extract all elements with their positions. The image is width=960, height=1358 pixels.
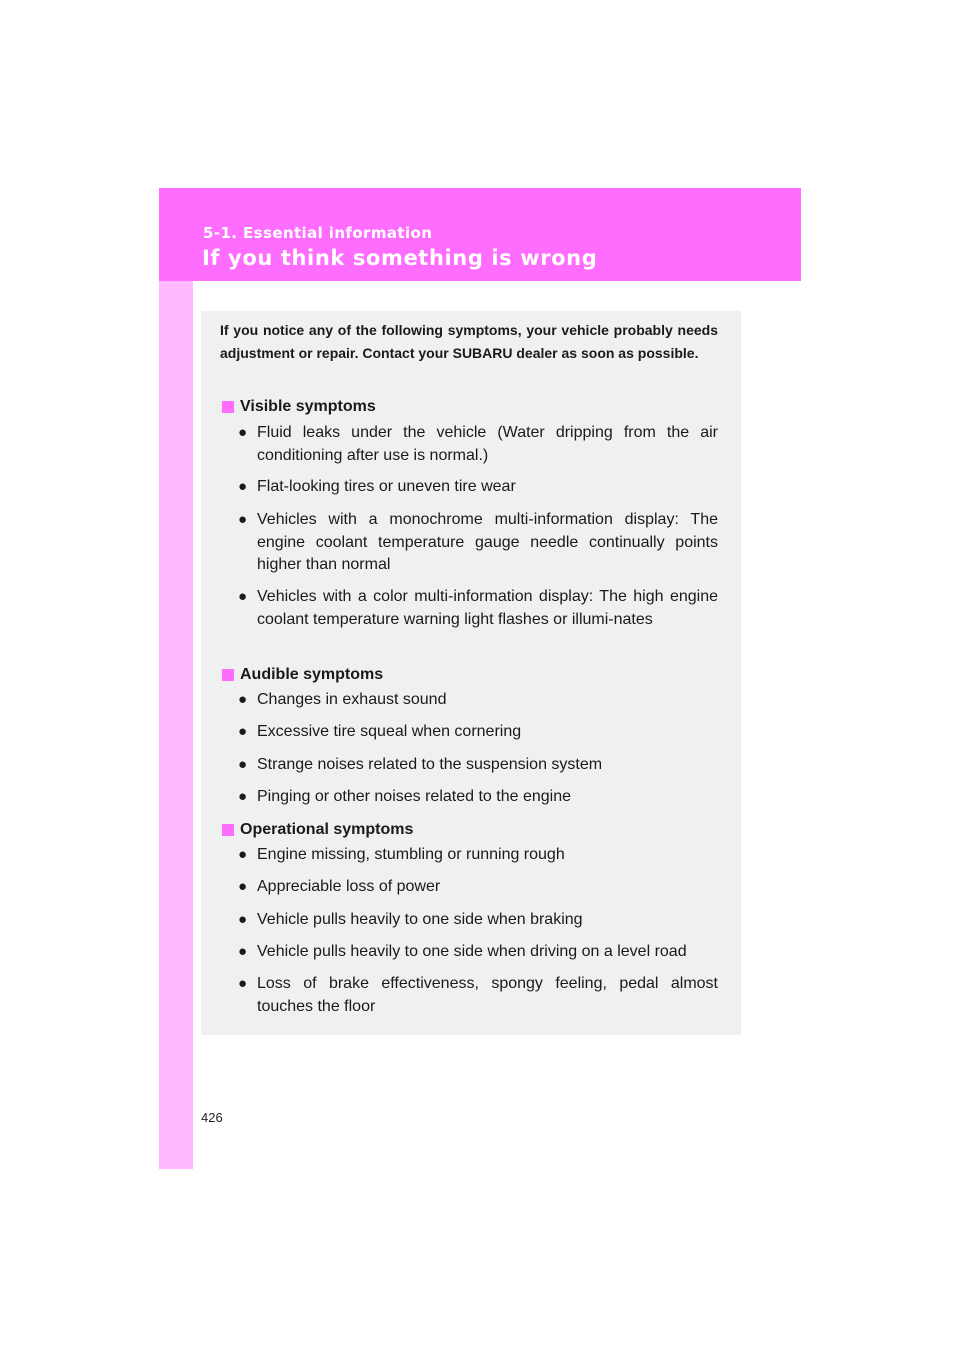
bullet-dot-icon: ● <box>238 911 248 928</box>
heading-label: Audible symptoms <box>240 666 384 683</box>
list-item <box>238 876 718 899</box>
intro-text: If you notice any of the following symptoms, your vehicle probably needs adjustment or repair. Contact your SUBARU dealer as soon as possible. <box>220 322 718 361</box>
list-item <box>238 844 718 867</box>
bullet-dot-icon: ● <box>238 975 248 992</box>
list-item-text: Fluid leaks under the vehicle (Water dripping from the air conditioning after use is normal.) <box>257 424 718 464</box>
side-band <box>159 281 193 1169</box>
bullet-dot-icon: ● <box>238 588 248 605</box>
list-item <box>238 941 718 964</box>
bullet-dot-icon: ● <box>238 788 248 805</box>
page-number: 426 <box>201 1110 223 1125</box>
bullet-dot-icon: ● <box>238 756 248 773</box>
heading-audible-symptoms <box>220 664 383 686</box>
bullet-dot-icon: ● <box>238 478 248 495</box>
list-item-text: Excessive tire squeal when cornering <box>257 723 522 740</box>
list-item-text: Vehicle pulls heavily to one side when braking <box>257 911 583 928</box>
list-item <box>238 689 718 712</box>
bullet-dot-icon: ● <box>238 723 248 740</box>
list-item-text: Strange noises related to the suspension system <box>257 756 603 773</box>
list-item <box>238 509 718 577</box>
list-item-text: Appreciable loss of power <box>257 878 441 895</box>
heading-label: Operational symptoms <box>240 821 414 838</box>
list-item <box>238 476 718 499</box>
section-label: 5-1. Essential information <box>203 224 433 242</box>
list-item <box>238 586 718 631</box>
bullet-dot-icon: ● <box>238 878 248 895</box>
list-item-text: Pinging or other noises related to the engine <box>257 788 571 805</box>
list-item <box>238 786 718 809</box>
list-item <box>238 909 718 932</box>
list-item <box>238 754 718 777</box>
bullet-dot-icon: ● <box>238 691 248 708</box>
heading-label: Visible symptoms <box>240 398 376 415</box>
square-icon <box>222 669 234 681</box>
list-item <box>238 973 718 1018</box>
bullet-dot-icon: ● <box>238 943 248 960</box>
bullet-dot-icon: ● <box>238 511 248 528</box>
list-item <box>238 721 718 744</box>
list-item-text: Loss of brake effectiveness, spongy feeling, pedal almost touches the floor <box>257 975 718 1015</box>
heading-operational-symptoms <box>220 819 413 841</box>
square-icon <box>222 401 234 413</box>
page-title: If you think something is wrong <box>202 246 598 270</box>
list-item-text: Vehicle pulls heavily to one side when driving on a level road <box>257 943 687 960</box>
list-item-text: Flat-looking tires or uneven tire wear <box>257 478 516 495</box>
list-item-text: Vehicles with a monochrome multi-information display: The engine coolant temperature gauge needle continually points higher than normal <box>257 511 718 573</box>
bullet-dot-icon: ● <box>238 846 248 863</box>
bullet-dot-icon: ● <box>238 424 248 441</box>
list-item-text: Engine missing, stumbling or running rough <box>257 846 565 863</box>
list-item-text: Changes in exhaust sound <box>257 691 447 708</box>
list-item <box>238 422 718 467</box>
square-icon <box>222 824 234 836</box>
list-item-text: Vehicles with a color multi-information display: The high engine coolant temperature warning light flashes or illumi-nates <box>257 588 718 628</box>
heading-visible-symptoms <box>220 396 376 418</box>
